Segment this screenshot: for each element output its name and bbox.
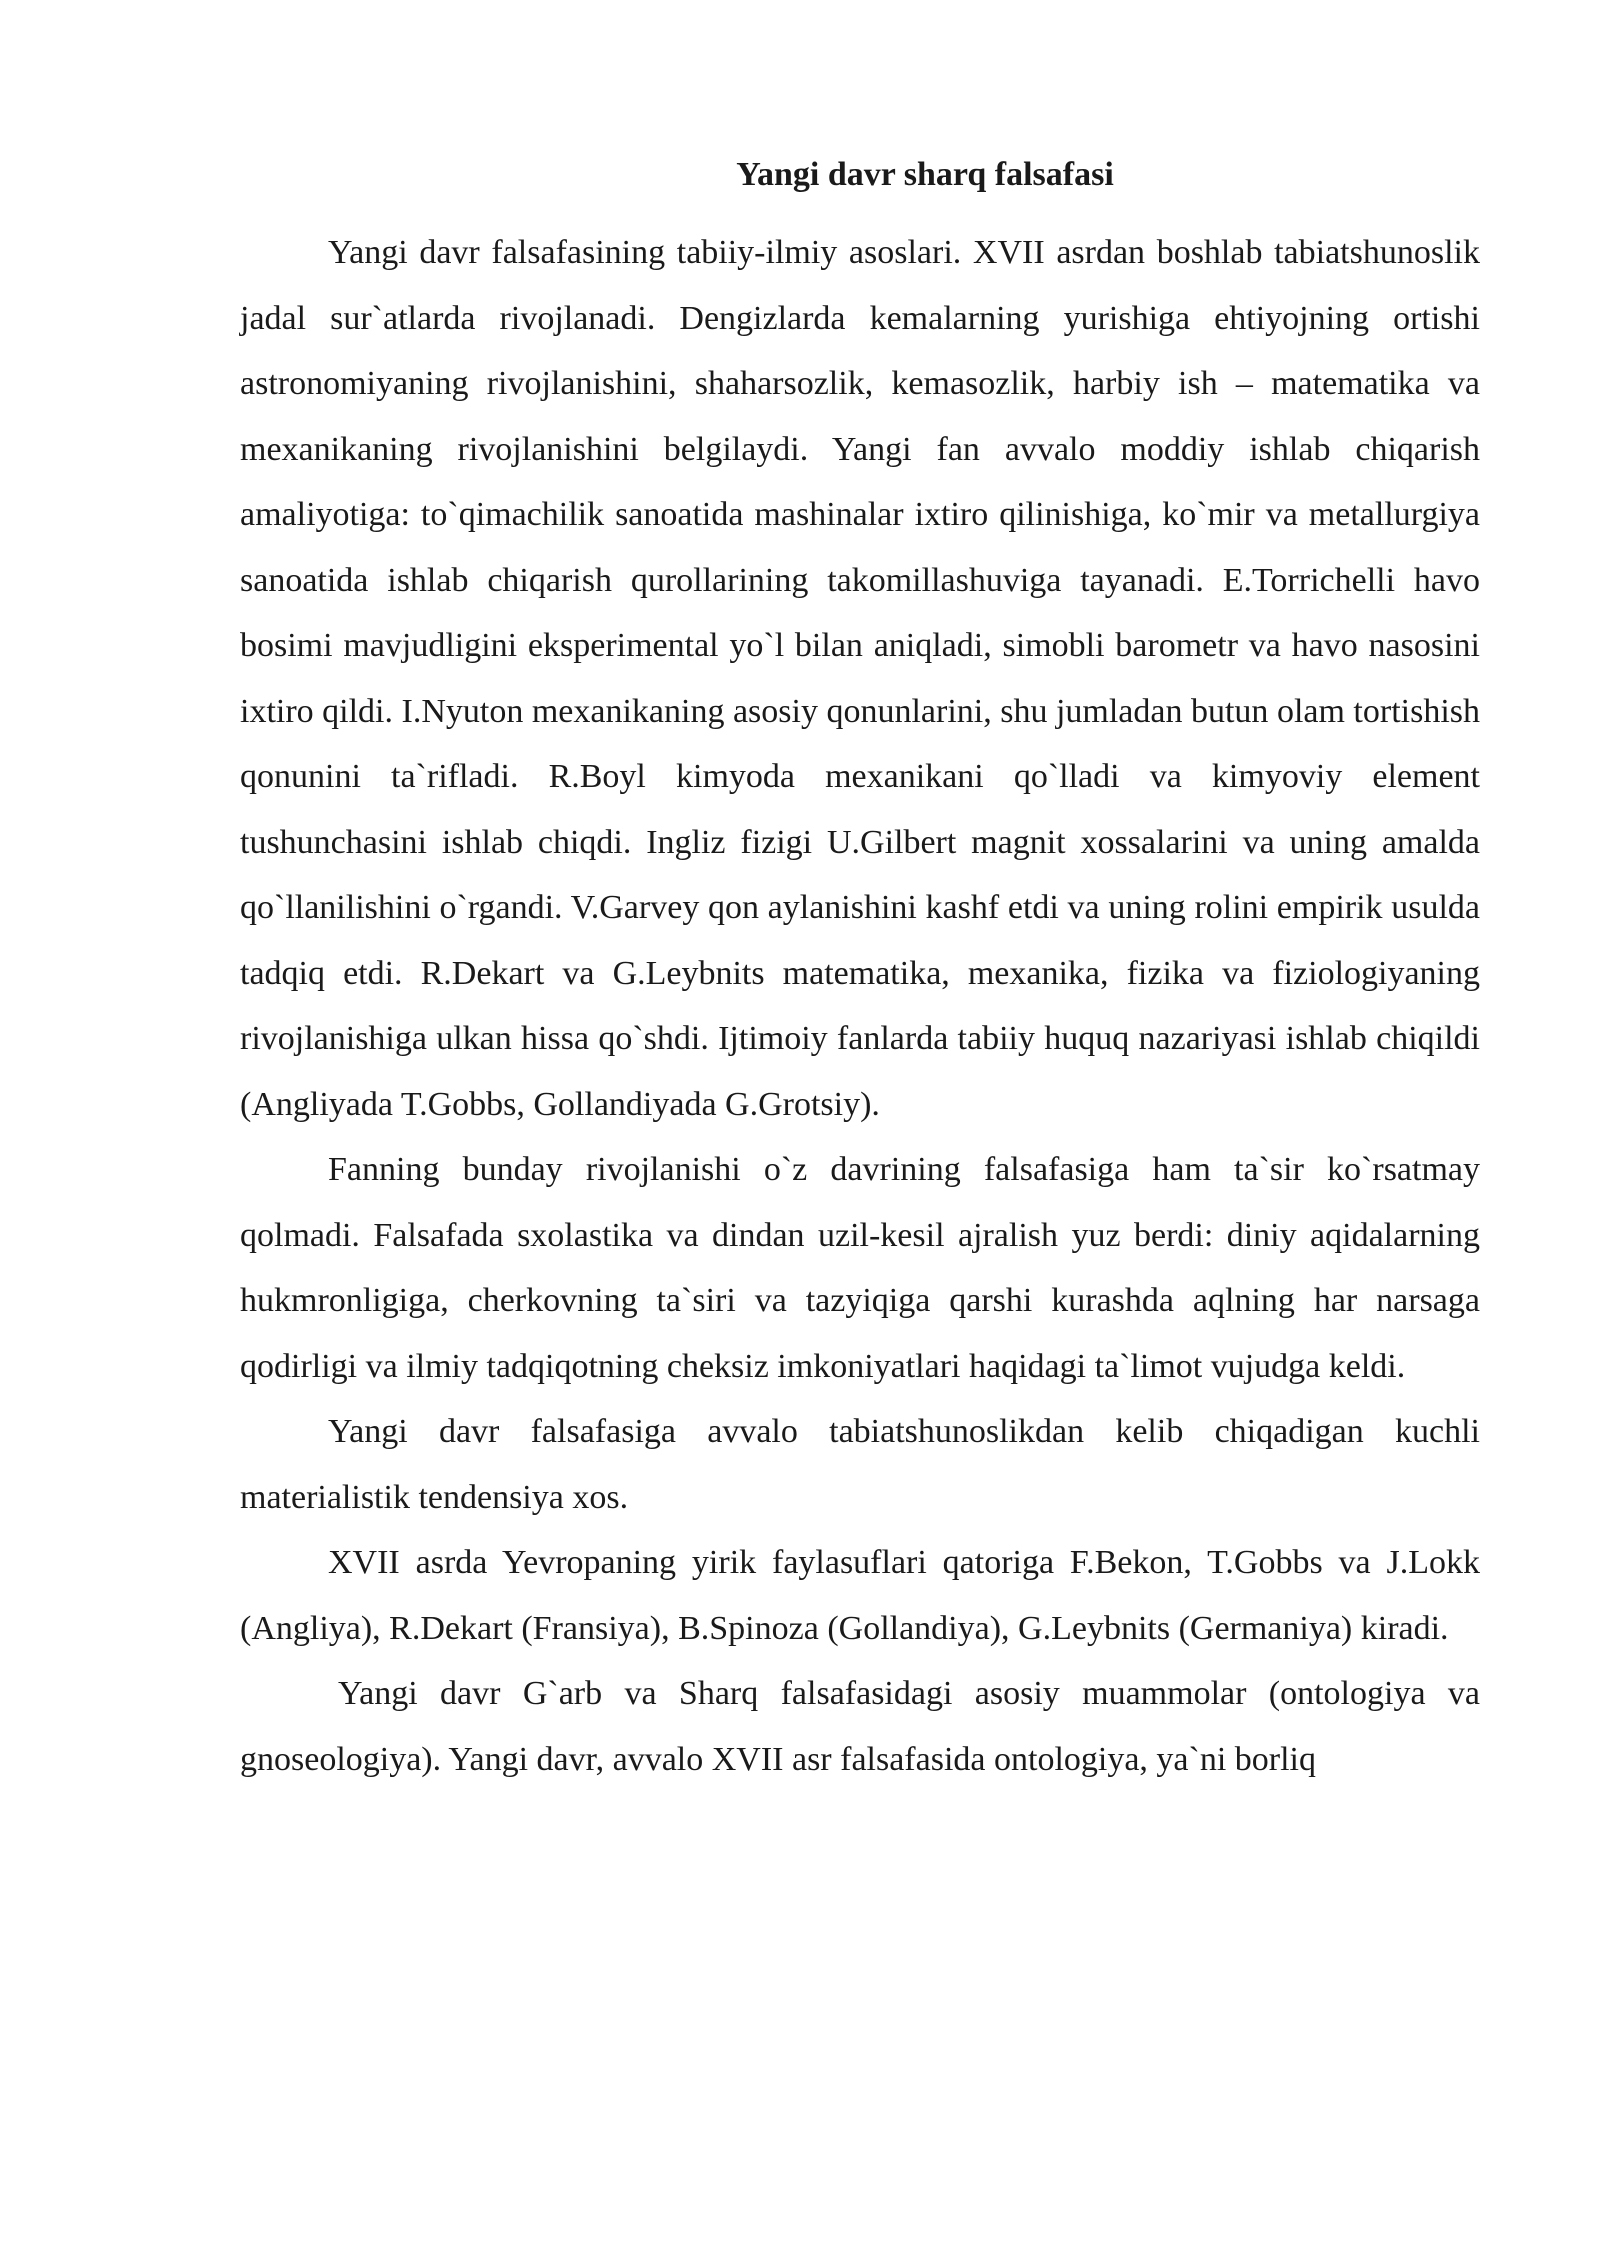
document-body	[240, 150, 1480, 1792]
paragraph-main-problems: Yangi davr G`arb va Sharq falsafasidagi asosiy muammolar (ontologiya va gnoseologiya). Yangi davr, avvalo XVII asr falsafasida ontologiya, ya`ni borliq	[240, 1675, 1480, 1778]
paragraph-science-influence-philosophy: Fanning bunday rivojlanishi o`z davrining falsafasiga ham ta`sir ko`rsatmay qolmadi. Falsafada sxolastika va dindan uzil-kesil ajralish yuz berdi: diniy aqidalarning hukmronligiga, cherkovning ta`siri va tazyiqiga qarshi kurashda aqlning har narsaga qodirligi va ilmiy tadqiqotning cheksiz imkoniyatlari haqidagi ta`limot vujudga keldi.	[240, 1151, 1480, 1385]
paragraph-materialist-tendency: Yangi davr falsafasiga avvalo tabiatshunoslikdan kelib chiqadigan kuchli materialistik tendensiya xos.	[240, 1413, 1480, 1516]
paragraph-major-philosophers: XVII asrda Yevropaning yirik faylasuflari qatoriga F.Bekon, T.Gobbs va J.Lokk (Angliya), R.Dekart (Fransiya), B.Spinoza (Gollandiya), G.Leybnits (Germaniya) kiradi.	[240, 1544, 1480, 1647]
document-title: Yangi davr sharq falsafasi	[736, 156, 1114, 193]
paragraph-natural-science-foundations: Yangi davr falsafasining tabiiy-ilmiy asoslari. XVII asrdan boshlab tabiatshunoslik jadal sur`atlarda rivojlanadi. Dengizlarda kemalarning yurishiga ehtiyojning ortishi astronomiyaning rivojlanishini, shaharsozlik, kemasozlik, harbiy ish – matematika va mexanikaning rivojlanishini belgilaydi. Yangi fan avvalo moddiy ishlab chiqarish amaliyotiga: to`qimachilik sanoatida mashinalar ixtiro qilinishiga, ko`mir va metallurgiya sanoatida ishlab chiqarish qurollarining takomillashuviga tayanadi. E.Torrichelli havo bosimi mavjudligini eksperimental yo`l bilan aniqladi, simobli barometr va havo nasosini ixtiro qildi. I.Nyuton mexanikaning asosiy qonunlarini, shu jumladan butun olam tortishish qonunini ta`rifladi. R.Boyl kimyoda mexanikani qo`lladi va kimyoviy element tushunchasini ishlab chiqdi. Ingliz fizigi U.Gilbert magnit xossalarini va uning amalda qo`llanilishini o`rgandi. V.Garvey qon aylanishini kashf etdi va uning rolini empirik usulda tadqiq etdi. R.Dekart va G.Leybnits matematika, mexanika, fizika va fiziologiyaning rivojlanishiga ulkan hissa qo`shdi. Ijtimoiy fanlarda tabiiy huquq nazariyasi ishlab chiqildi (Angliyada T.Gobbs, Gollandiyada G.Grotsiy).	[240, 234, 1480, 1123]
